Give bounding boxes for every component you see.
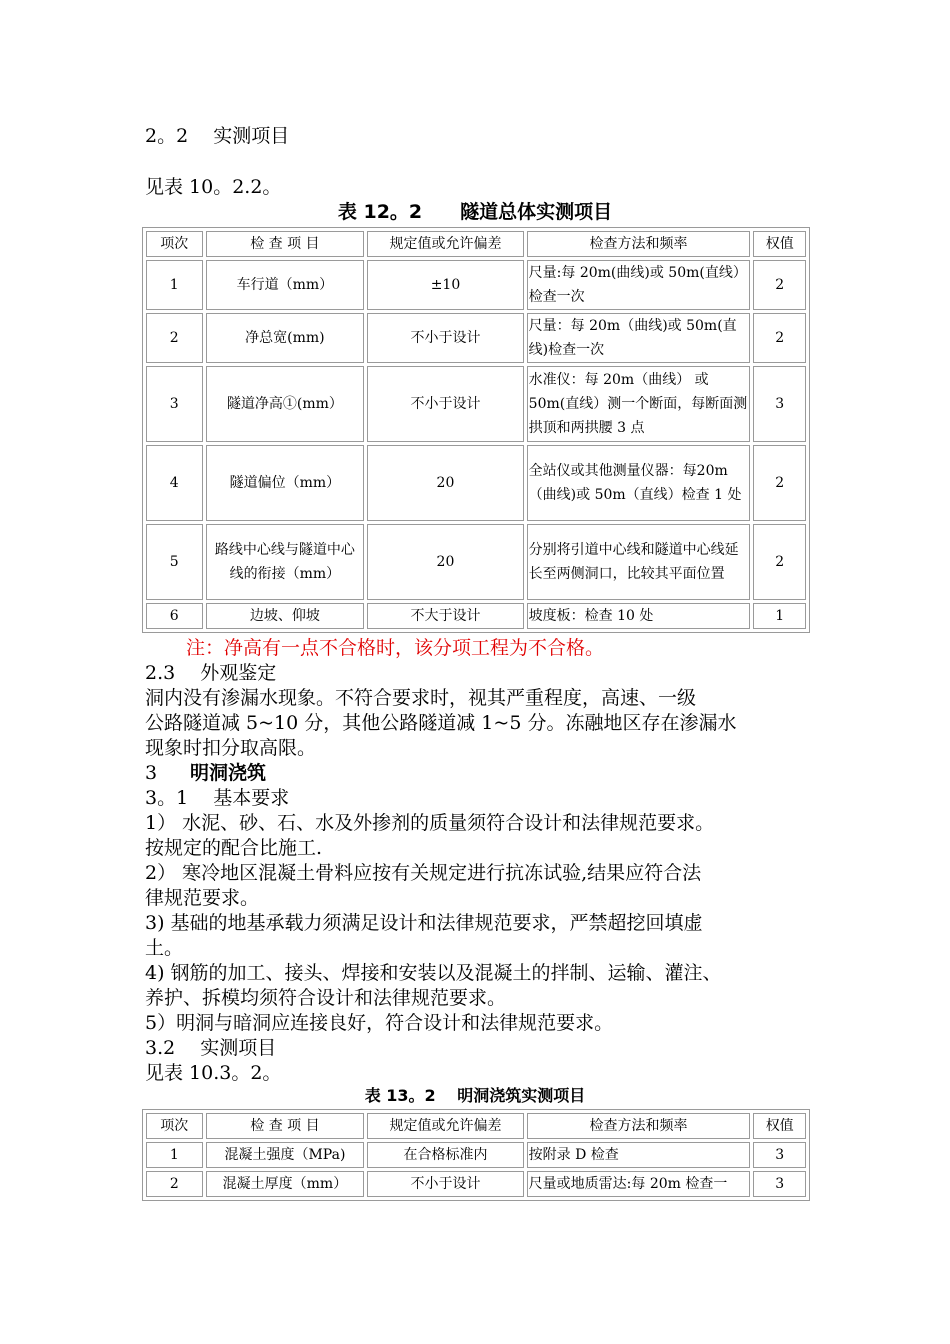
paragraph-line: 1） 水泥、砂、石、水及外掺剂的质量须符合设计和法律规范要求。	[145, 812, 715, 834]
cell-method: 水准仪：每 20m（曲线） 或50m(直线）测一个断面，每断面测拱顶和两拱腰 3 点	[527, 366, 751, 442]
header-cell: 项次	[146, 1113, 203, 1139]
section-heading-2-3: 2.3 外观鉴定	[145, 662, 277, 684]
cell-item: 边坡、仰坡	[206, 603, 365, 629]
table-header-row	[146, 1113, 806, 1139]
cell-no: 1	[146, 1142, 203, 1168]
table-row	[146, 1142, 806, 1168]
table-row	[146, 366, 806, 442]
cell-method: 按附录 D 检查	[527, 1142, 751, 1168]
section-heading-3-1: 3。1 基本要求	[145, 787, 290, 809]
cell-method: 尺量:每 20m(曲线)或 50m(直线）检查一次	[527, 260, 751, 310]
cell-weight: 2	[753, 445, 806, 521]
header-cell: 检 查 项 目	[206, 1113, 365, 1139]
cell-no: 4	[146, 445, 203, 521]
paragraph-line: 养护、拆模均须符合设计和法律规范要求。	[145, 987, 507, 1009]
cell-weight: 2	[753, 313, 806, 363]
cell-item: 车行道（mm）	[206, 260, 365, 310]
cell-weight: 2	[753, 260, 806, 310]
table-2-title: 表 13。2 明洞浇筑实测项目	[364, 1086, 586, 1105]
cell-no: 2	[146, 1171, 203, 1197]
cell-value: 20	[367, 445, 523, 521]
cell-value: 不小于设计	[367, 366, 523, 442]
table-row	[146, 524, 806, 600]
cell-weight: 1	[753, 603, 806, 629]
paragraph-line: 律规范要求。	[145, 887, 260, 909]
header-cell: 规定值或允许偏差	[367, 1113, 523, 1139]
cell-no: 5	[146, 524, 203, 600]
paragraph-line: 4) 钢筋的加工、接头、焊接和安装以及混凝土的拌制、运输、灌注、	[145, 962, 722, 984]
section-heading-2-2: 2。2 实测项目	[145, 125, 290, 147]
table-row	[146, 260, 806, 310]
cell-item: 净总宽(mm)	[206, 313, 365, 363]
cell-weight: 3	[753, 366, 806, 442]
table-row	[146, 313, 806, 363]
cell-item: 路线中心线与隧道中心线的衔接（mm）	[206, 524, 365, 600]
cell-weight: 2	[753, 524, 806, 600]
cell-no: 3	[146, 366, 203, 442]
cell-weight: 3	[753, 1171, 806, 1197]
header-cell: 规定值或允许偏差	[367, 231, 523, 257]
header-cell: 检查方法和频率	[527, 231, 751, 257]
cell-method: 坡度板：检查 10 处	[527, 603, 751, 629]
header-cell: 检查方法和频率	[527, 1113, 751, 1139]
cell-method: 分别将引道中心线和隧道中心线延长至两侧洞口，比较其平面位置	[527, 524, 751, 600]
table-tunnel-overall	[142, 227, 810, 633]
cell-method: 全站仪或其他测量仪器：每20m（曲线)或 50m（直线）检查 1 处	[527, 445, 751, 521]
cell-no: 1	[146, 260, 203, 310]
see-table-text: 见表 10。2.2。	[145, 176, 282, 198]
cell-item: 混凝土厚度（mm）	[206, 1171, 365, 1197]
header-cell: 权值	[753, 1113, 806, 1139]
paragraph-line: 洞内没有渗漏水现象。不符合要求时，视其严重程度，高速、一级	[145, 687, 697, 709]
see-table-text: 见表 10.3。2。	[145, 1062, 282, 1084]
table-note: 注：净高有一点不合格时，该分项工程为不合格。	[186, 637, 605, 659]
paragraph-line: 土。	[145, 937, 184, 959]
cell-value: 不小于设计	[367, 313, 523, 363]
cell-item: 隧道净高①(mm）	[206, 366, 365, 442]
section-heading-3-text: 明洞浇筑	[190, 762, 267, 784]
table-row	[146, 1171, 806, 1197]
cell-value: 不大于设计	[367, 603, 523, 629]
table-cut-cover-concrete	[142, 1109, 810, 1201]
table-row	[146, 445, 806, 521]
header-cell: 检 查 项 目	[206, 231, 365, 257]
cell-value: 20	[367, 524, 523, 600]
table-row	[146, 603, 806, 629]
cell-method: 尺量：每 20m（曲线)或 50m(直线)检查一次	[527, 313, 751, 363]
cell-weight: 3	[753, 1142, 806, 1168]
paragraph-line: 公路隧道减 5~10 分，其他公路隧道减 1~5 分。冻融地区存在渗漏水	[145, 712, 737, 734]
section-heading-3-2: 3.2 实测项目	[145, 1037, 277, 1059]
cell-no: 2	[146, 313, 203, 363]
paragraph-line: 5）明洞与暗洞应连接良好，符合设计和法律规范要求。	[145, 1012, 614, 1034]
paragraph-line: 2） 寒冷地区混凝土骨料应按有关规定进行抗冻试验,结果应符合法	[145, 862, 702, 884]
cell-item: 混凝土强度（MPa)	[206, 1142, 365, 1168]
paragraph-line: 现象时扣分取高限。	[145, 737, 317, 759]
header-cell: 项次	[146, 231, 203, 257]
cell-method: 尺量或地质雷达:每 20m 检查一	[527, 1171, 751, 1197]
header-cell: 权值	[753, 231, 806, 257]
table-header-row	[146, 231, 806, 257]
table-1-title: 表 12。2 隧道总体实测项目	[337, 201, 613, 223]
cell-value: ±10	[367, 260, 523, 310]
cell-value: 不小于设计	[367, 1171, 523, 1197]
paragraph-line: 按规定的配合比施工.	[145, 837, 323, 859]
cell-value: 在合格标准内	[367, 1142, 523, 1168]
cell-item: 隧道偏位（mm）	[206, 445, 365, 521]
section-heading-3-number: 3	[145, 762, 158, 784]
paragraph-line: 3) 基础的地基承载力须满足设计和法律规范要求，严禁超挖回填虚	[145, 912, 703, 934]
cell-no: 6	[146, 603, 203, 629]
